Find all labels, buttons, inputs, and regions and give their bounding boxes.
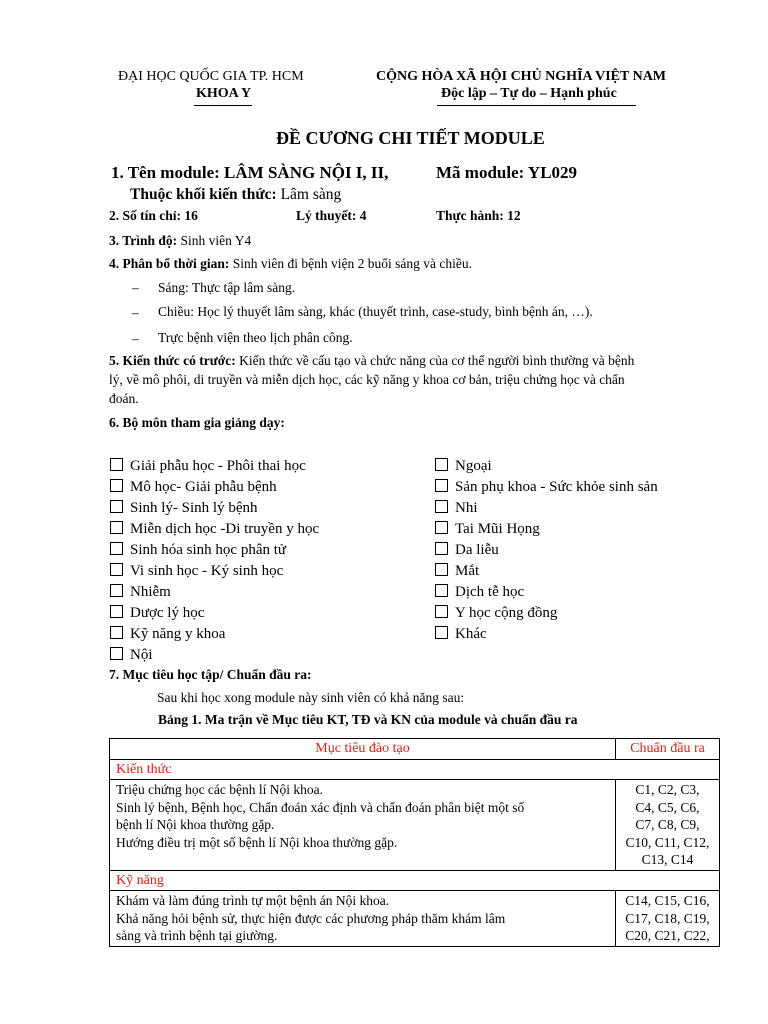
empty-checkbox-icon[interactable] — [435, 626, 448, 639]
list-item — [132, 331, 139, 347]
list-item: Giải phẫu học - Phôi thai học — [110, 456, 319, 477]
knowledge-group-value: Lâm sàng — [280, 186, 342, 203]
university-name: ĐẠI HỌC QUỐC GIA TP. HCM — [118, 69, 304, 84]
empty-checkbox-icon[interactable] — [110, 647, 123, 660]
column-header-outcomes: Chuẩn đầu ra — [616, 739, 720, 760]
list-item: Sinh hóa sinh học phân tử — [110, 540, 319, 561]
list-item — [132, 280, 139, 296]
objectives-intro: Sau khi học xong module này sinh viên có khả năng sau: — [157, 690, 465, 705]
list-item: Tai Mũi Họng — [435, 519, 658, 540]
skills-outcomes-cell: C14, C15, C16, C17, C18, C19, C20, C21, C22, — [616, 891, 720, 947]
knowledge-objectives-cell: Triệu chứng học các bệnh lí Nội khoa. Sinh lý bệnh, Bệnh học, Chẩn đoán xác định và chẩn đoán phân biệt một số bệnh lí Nội khoa thường gặp. Hướng điều trị một số bệnh lí Nội khoa thường gặp. — [110, 780, 616, 871]
prerequisites-line-3: đoán. — [109, 391, 139, 406]
list-item: Ngoại — [435, 456, 658, 477]
section-1-label: 1. Tên module: — [111, 163, 225, 182]
empty-checkbox-icon[interactable] — [110, 479, 123, 492]
list-item: Nhiễm — [110, 582, 319, 603]
list-item: Sinh lý- Sinh lý bệnh — [110, 498, 319, 519]
empty-checkbox-icon[interactable] — [110, 542, 123, 555]
time-allocation — [109, 256, 472, 272]
faculty-underline — [194, 105, 252, 106]
practice-credits: Thực hành: 12 — [436, 208, 521, 223]
knowledge-group — [130, 186, 341, 204]
module-name: LÂM SÀNG NỘI I, II, — [224, 163, 389, 182]
empty-checkbox-icon[interactable] — [435, 500, 448, 513]
list-item: Dịch tễ học — [435, 582, 658, 603]
country-name: CỘNG HÒA XÃ HỘI CHỦ NGHĨA VIỆT NAM — [376, 69, 667, 84]
section-1-heading — [111, 163, 388, 183]
empty-checkbox-icon[interactable] — [435, 521, 448, 534]
prerequisites-line-2: lý, về mô phôi, di truyền và miễn dịch học, các kỹ năng y khoa cơ bản, triệu chứng học và chẩn — [109, 372, 625, 387]
table-caption: Bảng 1. Ma trận về Mục tiêu KT, TĐ và KN của module và chuẩn đầu ra — [158, 712, 578, 727]
page-title: ĐỀ CƯƠNG CHI TIẾT MODULE — [276, 128, 545, 148]
list-item: Da liễu — [435, 540, 658, 561]
knowledge-group-label: Thuộc khối kiến thức: — [130, 186, 281, 203]
empty-checkbox-icon[interactable] — [435, 605, 448, 618]
dash-bullet-icon: – — [132, 305, 139, 320]
list-item: Miễn dịch học -Di truyền y học — [110, 519, 319, 540]
empty-checkbox-icon[interactable] — [435, 479, 448, 492]
time-allocation-label: 4. Phân bổ thời gian: — [109, 256, 233, 271]
list-item: Dược lý học — [110, 603, 319, 624]
dash-bullet-icon: – — [132, 280, 139, 295]
list-item: Nhi — [435, 498, 658, 519]
prerequisites-label: 5. Kiến thức có trước: — [109, 353, 240, 368]
list-item-text: Trực bệnh viện theo lịch phân công. — [158, 330, 353, 345]
departments-left-column — [110, 456, 319, 666]
empty-checkbox-icon[interactable] — [110, 500, 123, 513]
motto-underline — [437, 105, 636, 106]
faculty-name: KHOA Y — [196, 86, 252, 101]
column-header-objectives: Mục tiêu đào tạo — [110, 739, 616, 760]
prerequisites-line-1: Kiến thức về cấu tạo và chức năng của cơ thể người bình thường và bệnh — [239, 353, 635, 368]
section-skills-label: Kỹ năng — [110, 870, 720, 891]
list-item: Nội — [110, 645, 319, 666]
theory-credits: Lý thuyết: 4 — [296, 208, 367, 223]
motto: Độc lập – Tự do – Hạnh phúc — [441, 86, 617, 101]
empty-checkbox-icon[interactable] — [110, 521, 123, 534]
departments-heading: 6. Bộ môn tham gia giảng dạy: — [109, 415, 285, 430]
list-item-text: Sáng: Thực tập lâm sàng. — [158, 280, 296, 295]
level — [109, 233, 251, 249]
dash-bullet-icon: – — [132, 331, 139, 346]
credits: 2. Số tín chỉ: 16 — [109, 208, 198, 223]
list-item: Y học cộng đồng — [435, 603, 658, 624]
empty-checkbox-icon[interactable] — [435, 458, 448, 471]
empty-checkbox-icon[interactable] — [110, 458, 123, 471]
section-knowledge-label: Kiến thức — [110, 759, 720, 780]
module-code: Mã module: YL029 — [436, 163, 578, 182]
empty-checkbox-icon[interactable] — [110, 605, 123, 618]
list-item: Mắt — [435, 561, 658, 582]
list-item: Mô học- Giải phẫu bệnh — [110, 477, 319, 498]
objectives-heading: 7. Mục tiêu học tập/ Chuẩn đầu ra: — [109, 667, 312, 682]
list-item: Kỹ năng y khoa — [110, 624, 319, 645]
table-row — [110, 870, 720, 891]
table-row — [110, 891, 720, 947]
level-label: 3. Trình độ: — [109, 233, 181, 248]
time-allocation-value: Sinh viên đi bệnh viện 2 buổi sáng và chiều. — [232, 256, 472, 271]
table-row — [110, 759, 720, 780]
list-item: Vi sinh học - Ký sinh học — [110, 561, 319, 582]
departments-right-column — [435, 456, 658, 645]
objectives-matrix-table — [109, 738, 720, 947]
list-item — [132, 305, 139, 321]
empty-checkbox-icon[interactable] — [435, 563, 448, 576]
prerequisites — [109, 353, 634, 369]
table-header-row — [110, 739, 720, 760]
skills-objectives-cell: Khám và làm đúng trình tự một bệnh án Nội khoa. Khả năng hỏi bệnh sử, thực hiện được các phương pháp thăm khám lâm sàng và trình bệnh tại giường. — [110, 891, 616, 947]
empty-checkbox-icon[interactable] — [110, 584, 123, 597]
table-row — [110, 780, 720, 871]
empty-checkbox-icon[interactable] — [110, 626, 123, 639]
list-item-text: Chiều: Học lý thuyết lâm sàng, khác (thuyết trình, case-study, bình bệnh án, …). — [158, 304, 593, 319]
empty-checkbox-icon[interactable] — [435, 584, 448, 597]
empty-checkbox-icon[interactable] — [435, 542, 448, 555]
level-value: Sinh viên Y4 — [180, 233, 252, 248]
list-item: Sản phụ khoa - Sức khỏe sinh sản — [435, 477, 658, 498]
list-item: Khác — [435, 624, 658, 645]
empty-checkbox-icon[interactable] — [110, 563, 123, 576]
knowledge-outcomes-cell: C1, C2, C3, C4, C5, C6, C7, C8, C9, C10, C11, C12, C13, C14 — [616, 780, 720, 871]
